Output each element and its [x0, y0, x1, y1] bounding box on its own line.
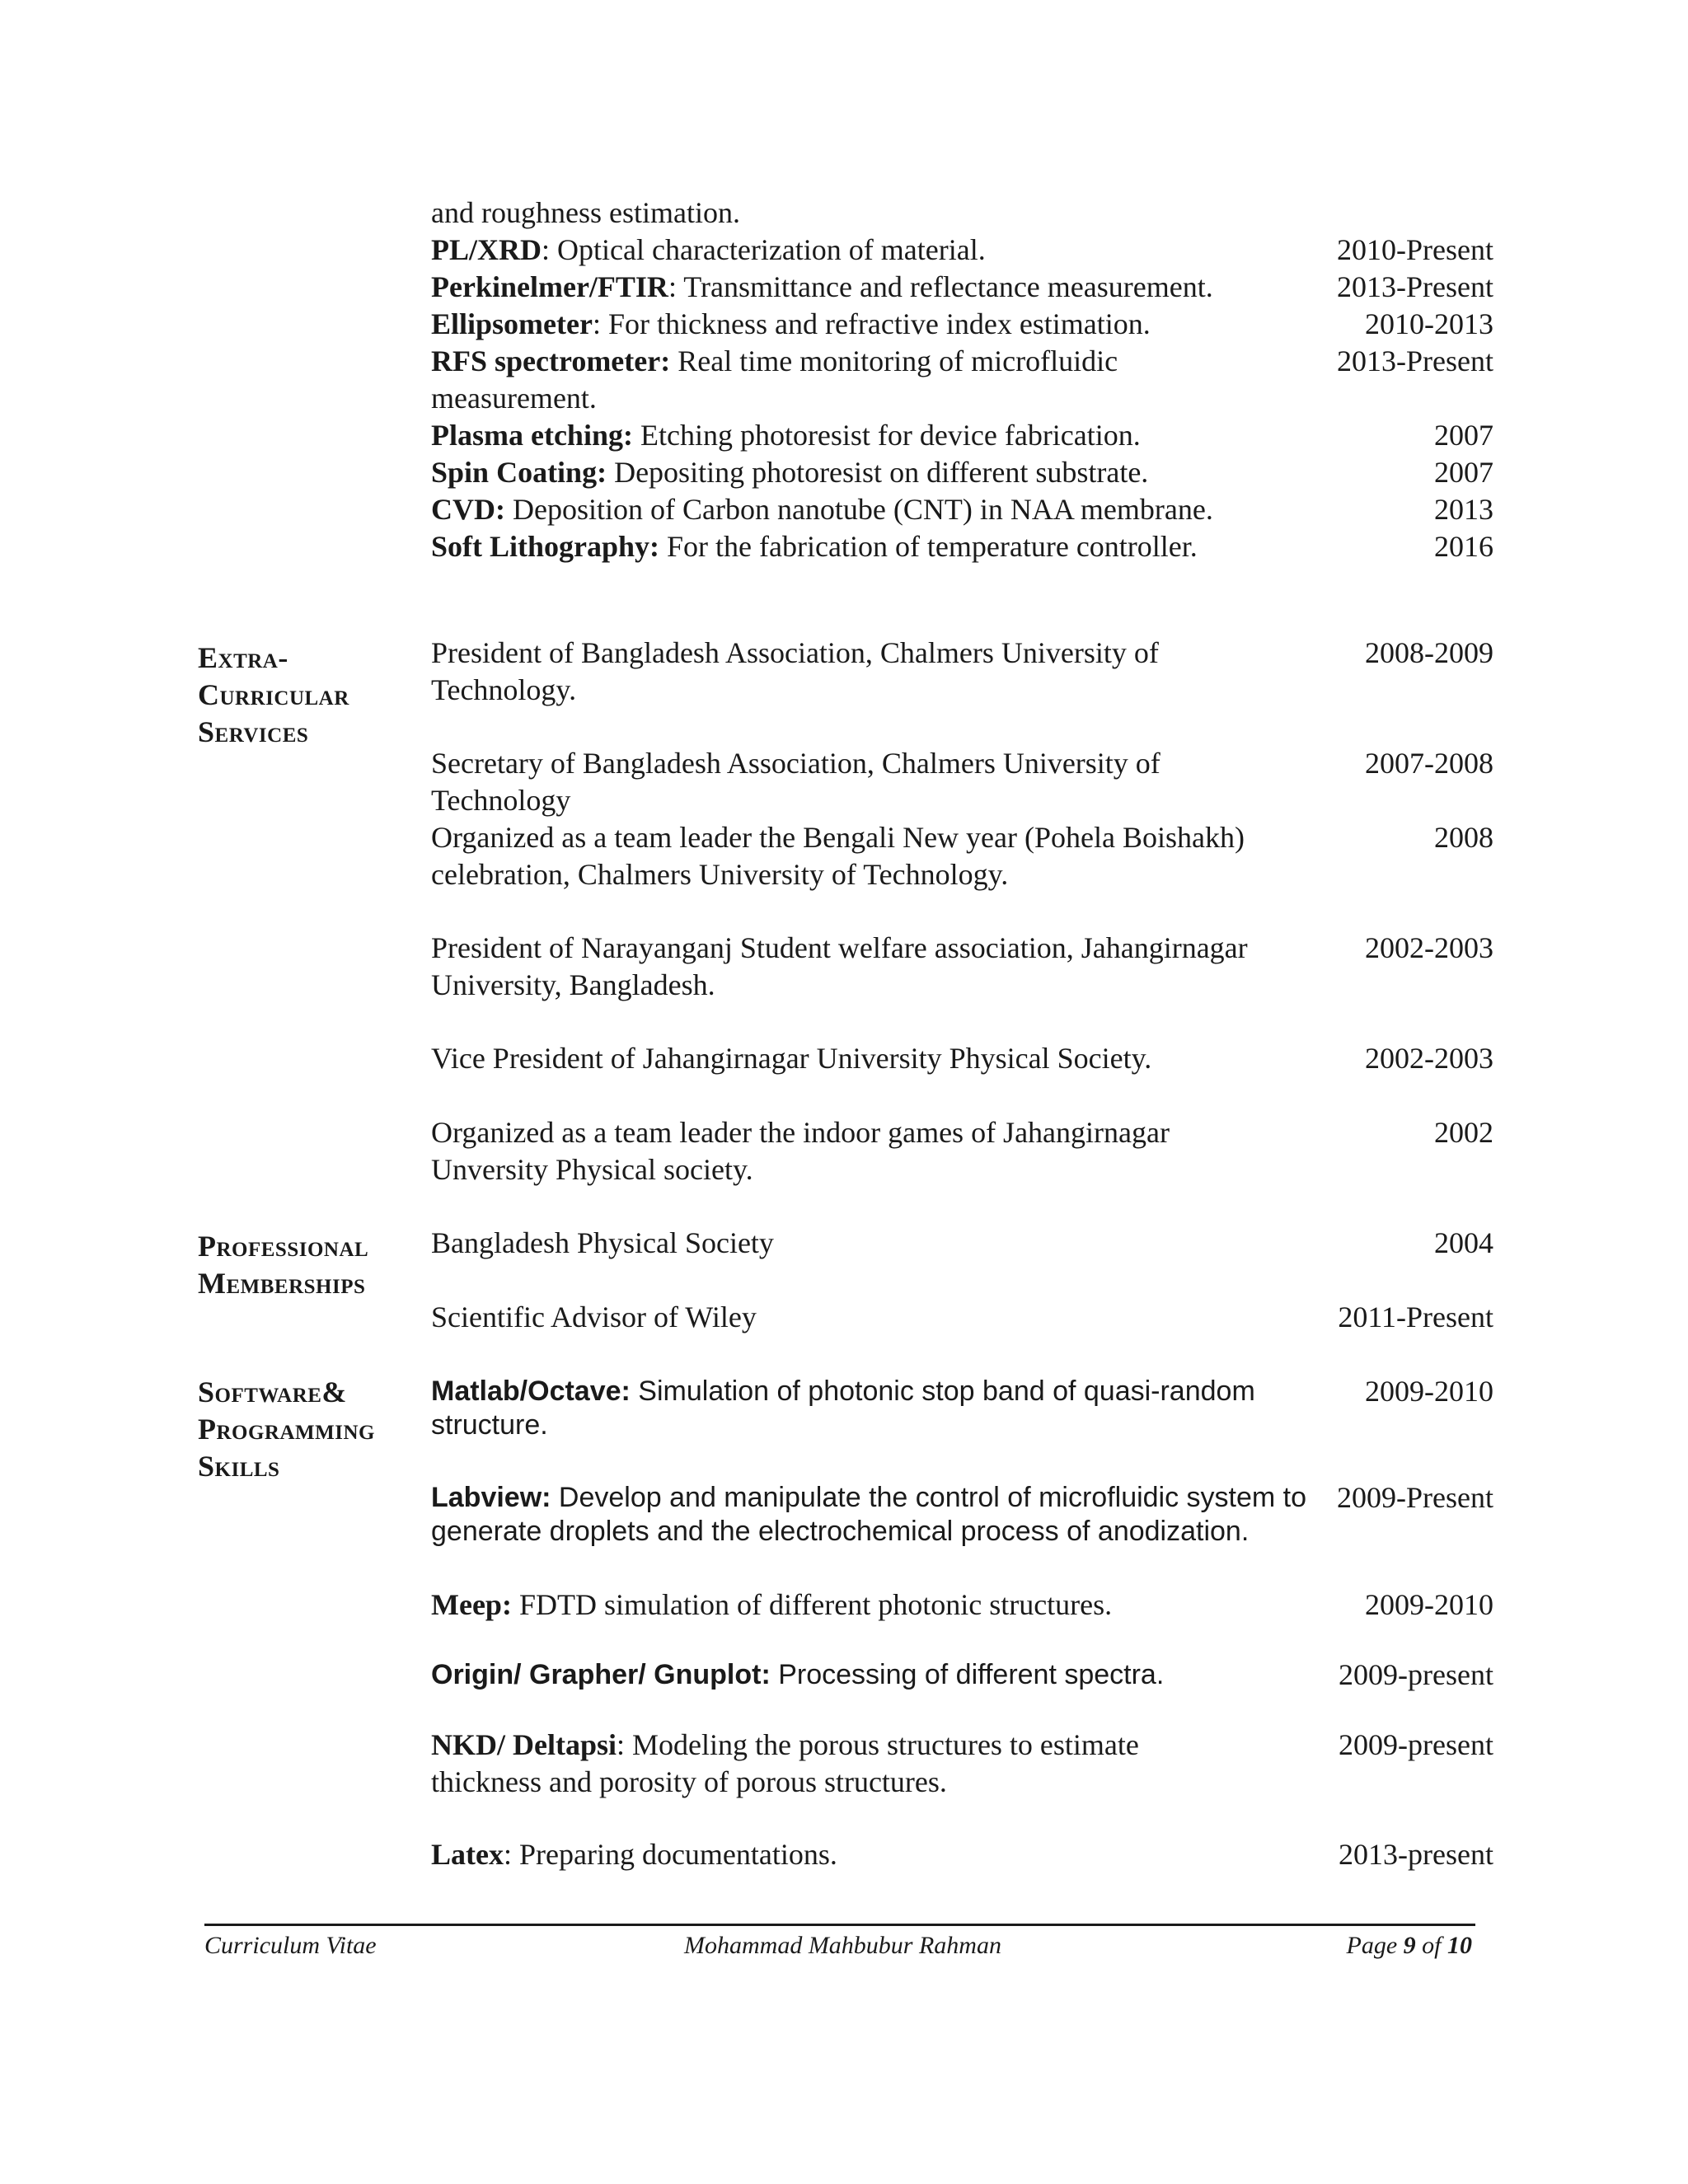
item-continuation: structure.	[431, 1409, 548, 1441]
list-item: President of Narayanganj Student welfare association, Jahangirnagar	[431, 931, 1248, 964]
list-item: Secretary of Bangladesh Association, Chalmers University of	[431, 747, 1160, 780]
item-year: 2009-Present	[1337, 1481, 1493, 1514]
section-heading-memberships	[198, 1228, 368, 1302]
item-name: Labview:	[431, 1482, 551, 1513]
item-year: 2007	[1434, 419, 1493, 452]
section-heading-software	[198, 1374, 375, 1485]
item-continuation: thickness and porosity of porous structures.	[431, 1765, 947, 1798]
page-current: 9	[1403, 1932, 1416, 1959]
section-heading-extracurricular	[198, 640, 349, 751]
heading-line: Services	[198, 715, 309, 748]
item-desc: Depositing photoresist on different substrate.	[607, 456, 1149, 489]
item-year: 2013-Present	[1337, 344, 1493, 377]
item-name: Soft Lithography:	[431, 530, 660, 563]
heading-line: Programming	[198, 1413, 375, 1446]
list-item: Bangladesh Physical Society	[431, 1226, 774, 1259]
heading-line: Curricular	[198, 678, 349, 711]
item-name: RFS spectrometer:	[431, 344, 671, 377]
list-item	[431, 1586, 1494, 1624]
list-item	[431, 1657, 1494, 1694]
item-desc: Processing of different spectra.	[770, 1659, 1165, 1690]
item-continuation: generate droplets and the electrochemical process of anodization.	[431, 1516, 1250, 1547]
list-item	[431, 528, 1494, 565]
item-name: PL/XRD	[431, 233, 542, 266]
list-item	[431, 1373, 1494, 1410]
item-year: 2010-2013	[1365, 307, 1493, 340]
item-year: 2008-2009	[1365, 636, 1493, 669]
list-item	[431, 269, 1494, 306]
footer-author: Mohammad Mahbubur Rahman	[684, 1932, 1001, 1959]
list-item: Vice President of Jahangirnagar University Physical Society.	[431, 1042, 1152, 1075]
page-of: of	[1415, 1932, 1447, 1959]
item-desc: For the fabrication of temperature controller.	[659, 530, 1198, 563]
item-year: 2013-Present	[1337, 270, 1493, 303]
list-item	[431, 343, 1494, 380]
item-name: Latex	[431, 1838, 504, 1871]
item-continuation: Technology	[431, 784, 571, 817]
item-year: 2009-present	[1339, 1658, 1493, 1691]
item-year: 2004	[1434, 1226, 1493, 1259]
item-year: 2011-Present	[1338, 1301, 1493, 1333]
item-year: 2009-2010	[1365, 1375, 1493, 1408]
item-desc: Etching photoresist for device fabrication.	[632, 419, 1141, 452]
list-item	[431, 1836, 1494, 1873]
item-desc: For thickness and refractive index estimation.	[600, 307, 1151, 340]
footer-left: Curriculum Vitae	[204, 1932, 377, 1959]
item-continuation: measurement.	[431, 382, 597, 415]
item-separator: :	[668, 270, 677, 303]
item-name: NKD/ Deltapsi	[431, 1728, 617, 1761]
item-continuation: Technology.	[431, 673, 577, 706]
item-desc: FDTD simulation of different photonic structures.	[511, 1588, 1113, 1621]
item-desc: Deposition of Carbon nanotube (CNT) in NAA membrane.	[504, 493, 1213, 526]
item-desc: Develop and manipulate the control of microfluidic system to	[551, 1482, 1307, 1513]
item-desc: Simulation of photonic stop band of quasi-random	[630, 1376, 1255, 1407]
heading-line: Memberships	[198, 1267, 366, 1300]
list-item	[431, 1727, 1494, 1764]
heading-line: Professional	[198, 1230, 369, 1263]
item-desc: Optical characterization of material.	[550, 233, 986, 266]
list-item	[431, 454, 1494, 491]
item-name: Origin/ Grapher/ Gnuplot:	[431, 1659, 771, 1690]
item-year: 2008	[1434, 821, 1493, 854]
list-item: President of Bangladesh Association, Chalmers University of	[431, 636, 1159, 669]
page-total: 10	[1447, 1932, 1472, 1959]
item-name: Perkinelmer/FTIR	[431, 270, 668, 303]
item-desc: : Modeling the porous structures to estimate	[617, 1728, 1139, 1761]
item-desc: : Preparing documentations.	[503, 1838, 837, 1871]
item-year: 2002-2003	[1365, 1042, 1493, 1075]
item-year: 2002	[1434, 1116, 1493, 1149]
page-prefix: Page	[1346, 1932, 1404, 1959]
item-year: 2013-present	[1339, 1838, 1493, 1871]
equipment-continuation: and roughness estimation.	[431, 196, 740, 229]
list-item	[431, 306, 1494, 343]
list-item	[431, 417, 1494, 454]
item-name: Plasma etching:	[431, 419, 633, 452]
item-name: Ellipsometer	[431, 307, 593, 340]
item-year: 2007	[1434, 456, 1493, 489]
heading-line: Software&	[198, 1376, 347, 1408]
item-year: 2010-Present	[1337, 233, 1493, 266]
list-item	[431, 1479, 1494, 1516]
item-name: Matlab/Octave:	[431, 1376, 631, 1407]
item-year: 2002-2003	[1365, 931, 1493, 964]
footer-divider	[204, 1924, 1475, 1926]
item-desc: Real time monitoring of microfluidic	[670, 344, 1118, 377]
list-item: Organized as a team leader the indoor games of Jahangirnagar	[431, 1116, 1170, 1149]
item-name: CVD:	[431, 493, 505, 526]
item-year: 2016	[1434, 530, 1493, 563]
item-year: 2009-2010	[1365, 1588, 1493, 1621]
item-name: Meep:	[431, 1588, 512, 1621]
item-name: Spin Coating:	[431, 456, 607, 489]
item-year: 2013	[1434, 493, 1493, 526]
footer-page-number	[1347, 1930, 1472, 1961]
list-item: Organized as a team leader the Bengali New year (Pohela Boishakh)	[431, 821, 1245, 854]
list-item	[431, 491, 1494, 528]
item-separator: :	[592, 307, 601, 340]
list-item	[431, 232, 1494, 269]
item-year: 2007-2008	[1365, 747, 1493, 780]
heading-line: Extra-	[198, 641, 288, 674]
item-continuation: celebration, Chalmers University of Technology.	[431, 858, 1009, 891]
item-continuation: University, Bangladesh.	[431, 968, 715, 1001]
list-item: Scientific Advisor of Wiley	[431, 1301, 757, 1333]
item-desc: Transmittance and reflectance measurement.	[676, 270, 1213, 303]
item-continuation: Unversity Physical society.	[431, 1153, 753, 1186]
item-year: 2009-present	[1339, 1728, 1493, 1761]
item-separator: :	[542, 233, 551, 266]
heading-line: Skills	[198, 1450, 280, 1483]
